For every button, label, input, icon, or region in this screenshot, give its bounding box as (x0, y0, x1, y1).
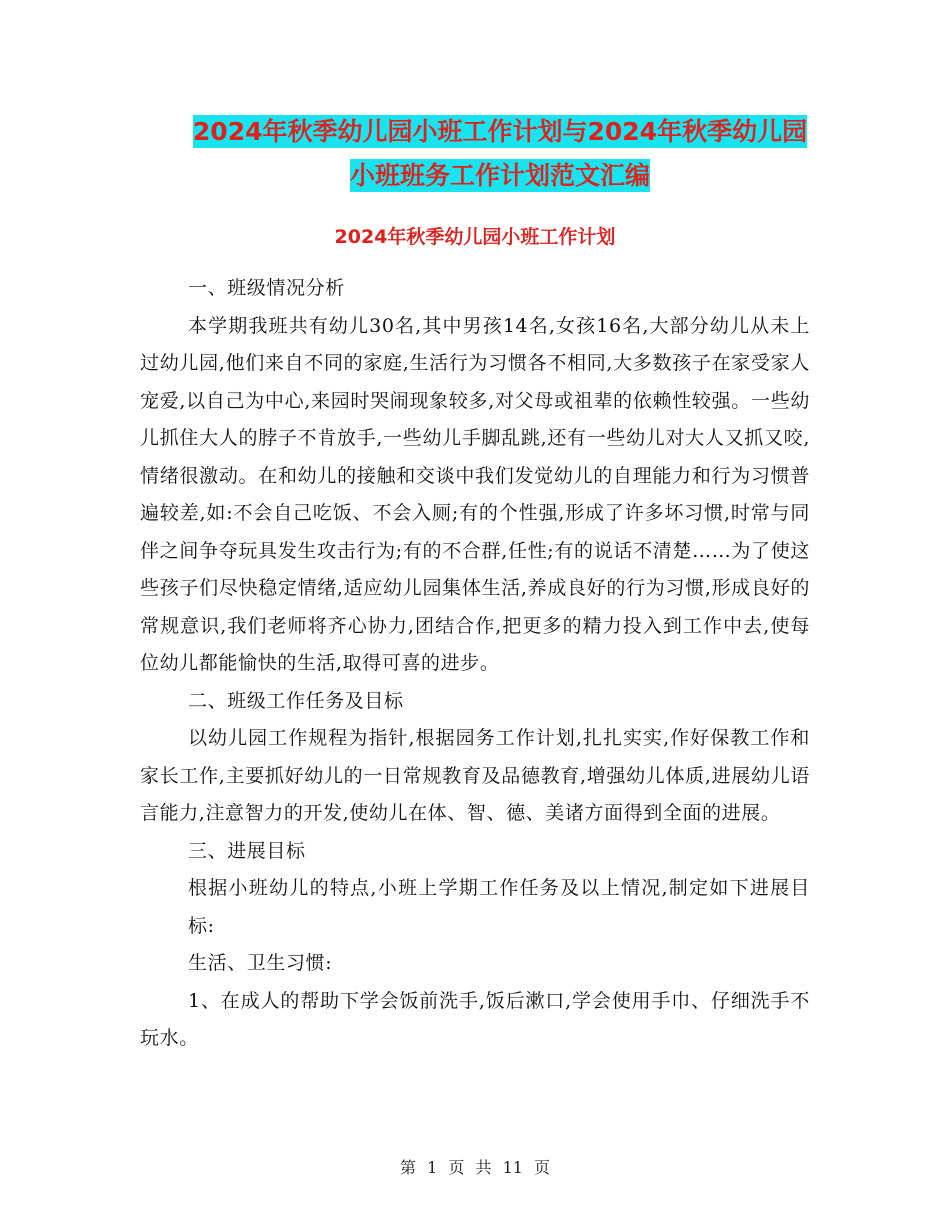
page-footer (0, 1155, 950, 1178)
footer-total-prefix: 共 (475, 1158, 492, 1177)
footer-suffix: 页 (534, 1158, 551, 1177)
paragraph-development-goals: 根据小班幼儿的特点,小班上学期工作任务及以上情况,制定如下进展目标: (188, 877, 810, 937)
section-title: 2024年秋季幼儿园小班工作计划 (334, 226, 616, 248)
paragraph-class-analysis: 本学期我班共有幼儿30名,其中男孩14名,女孩16名,大部分幼儿从未上过幼儿园,他们来自不同的家庭,生活行为习惯各不相同,大多数孩子在家受家人宠爱,以自己为中心,来园时哭闹现象较多,对父母或祖辈的依赖性较强。一些幼儿抓住大人的脖子不肯放手,一些幼儿手脚乱跳,还有一些幼儿对大人又抓又咬,情绪很激动。在和幼儿的接触和交谈中我们发觉幼儿的自理能力和行为习惯普遍较差,如:不会自己吃饭、不会入厕;有的个性强,形成了许多坏习惯,时常与同伴之间争夺玩具发生攻击行为;有的不合群,任性;有的说话不清楚……为了使这些孩子们尽快稳定情绪,适应幼儿园集体生活,养成良好的行为习惯,形成良好的常规意识,我们老师将齐心协力,团结合作,把更多的精力投入到工作中去,使每位幼儿都能愉快的生活,取得可喜的进步。 (140, 314, 810, 674)
footer-total-pages: 11 (502, 1158, 523, 1177)
footer-page-label: 页 (448, 1158, 465, 1177)
heading-life-hygiene: 生活、卫生习惯: (188, 952, 333, 974)
footer-page-number: 1 (427, 1158, 438, 1177)
list-item-1: 1、在成人的帮助下学会饭前洗手,饭后漱口,学会使用手巾、仔细洗手不玩水。 (140, 989, 810, 1049)
heading-tasks-goals: 二、班级工作任务及目标 (188, 689, 404, 712)
heading-development-goals: 三、进展目标 (188, 839, 306, 862)
heading-class-analysis: 一、班级情况分析 (188, 277, 345, 299)
document-body (140, 270, 810, 1058)
footer-prefix: 第 (399, 1158, 416, 1177)
paragraph-tasks-goals: 以幼儿园工作规程为指针,根据园务工作计划,扎扎实实,作好保教工作和家长工作,主要抓好幼儿的一日常规教育及品德教育,增强幼儿体质,进展幼儿语言能力,注意智力的开发,使幼儿在体、智、德、美诸方面得到全面的进展。 (140, 727, 810, 824)
title-line-1: 2024年秋季幼儿园小班工作计划与2024年秋季幼儿园 (192, 117, 808, 146)
document-title (140, 110, 860, 198)
title-line-2: 小班班务工作计划范文汇编 (349, 161, 650, 190)
